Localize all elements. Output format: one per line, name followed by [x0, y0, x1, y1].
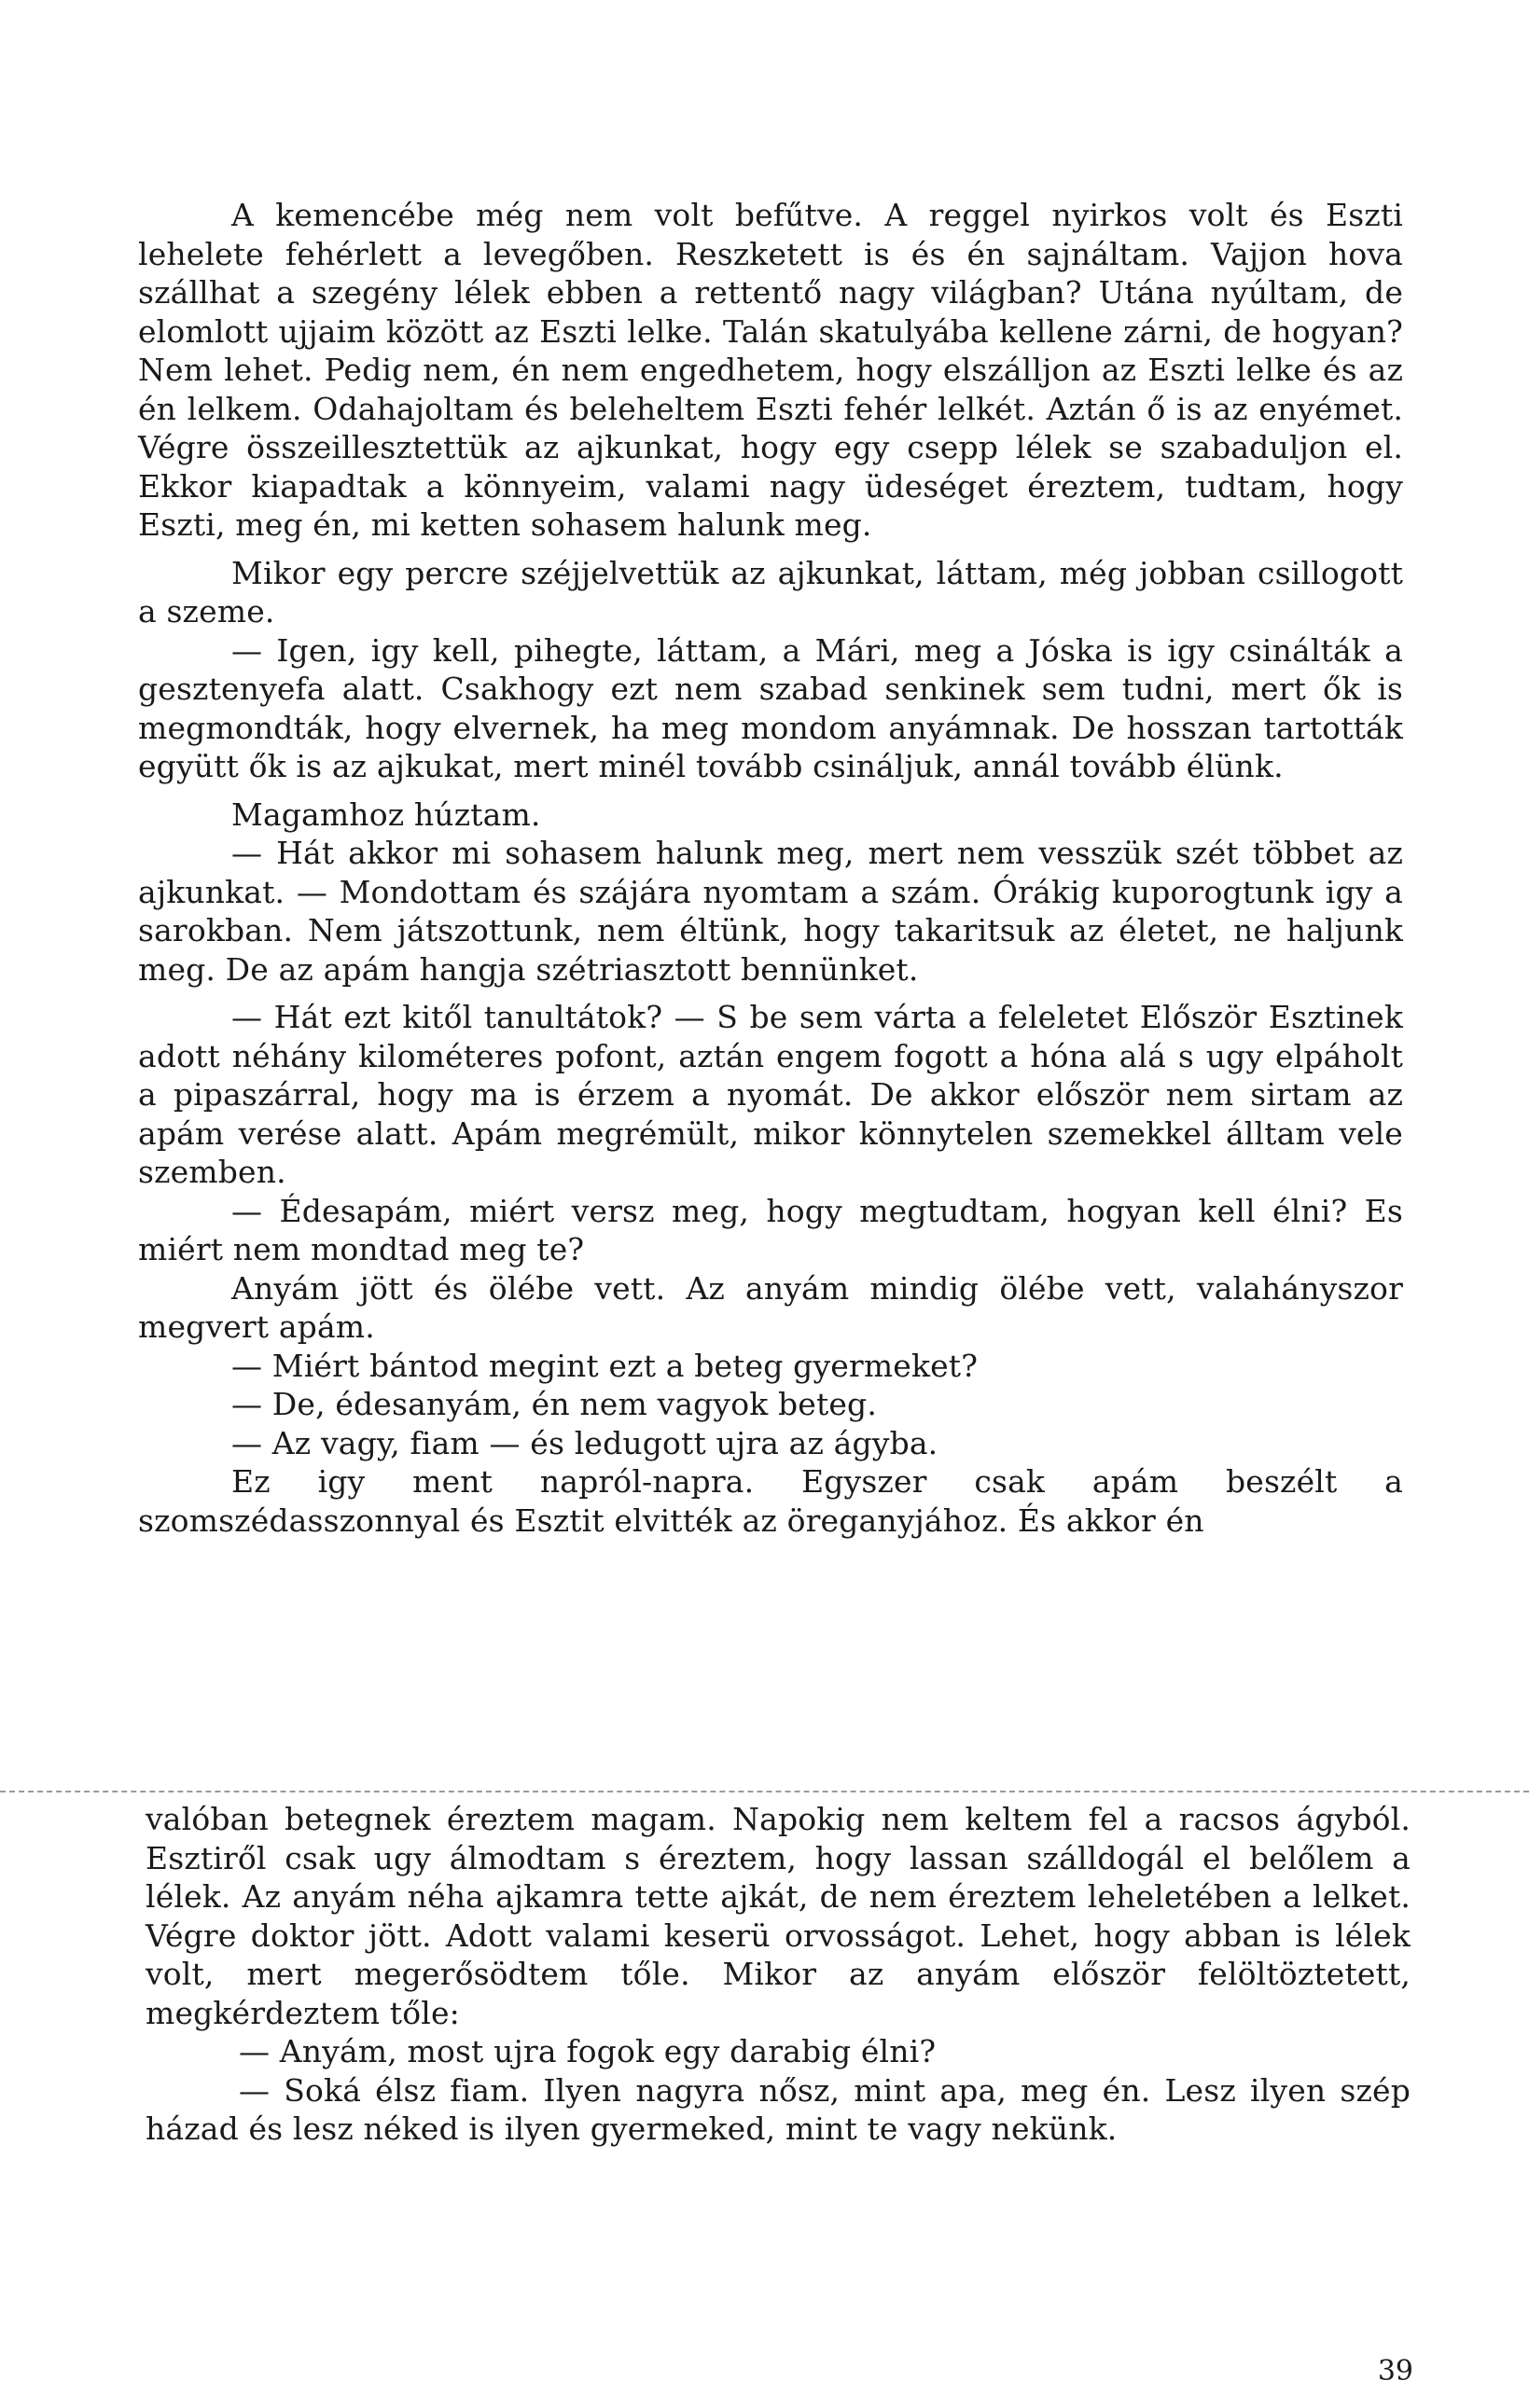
- paragraph: — Édesapám, miért versz meg, hogy megtudtam, hogyan kell élni? Es miért nem mondtad meg te?: [138, 1192, 1403, 1267]
- paragraph: Anyám jött és ölébe vett. Az anyám mindig ölébe vett, valahányszor megvert apám.: [138, 1269, 1403, 1345]
- paragraph: — Miért bántod megint ezt a beteg gyermeket?: [231, 1347, 979, 1384]
- paragraph: valóban betegnek éreztem magam. Napokig nem keltem fel a racsos ágyból. Esztiről csak ugy álmodtam s éreztem, hogy lassan szálldogál el belőlem a lélek. Az anyám néha ajkamra tette ajkát, de nem éreztem leheletében a lelket. Végre doktor jött. Adott valami keserü orvosságot. Lehet, hogy abban is lélek volt, mert megerősödtem tőle. Mikor az anyám először felöltöztetett, megkérdeztem tőle:: [146, 1801, 1411, 2031]
- paragraph: — Anyám, most ujra fogok egy darabig élni?: [239, 2033, 937, 2069]
- paragraph: — Soká élsz fiam. Ilyen nagyra nősz, mint apa, meg én. Lesz ilyen szép házad és lesz néked is ilyen gyermeked, mint te vagy nekünk.: [146, 2071, 1411, 2147]
- page-number: 39: [1377, 2355, 1413, 2387]
- paragraph: A kemencébe még nem volt befűtve. A reggel nyirkos volt és Eszti lehelete fehérlett a levegőben. Reszketett is és én sajnáltam. Vajjon hova szállhat a szegény lélek ebben a rettentő nagy világban? Utána nyúltam, de elomlott ujjaim között az Eszti lelke. Talán skatulyába kellene zárni, de hogyan? Nem lehet. Pedig nem, én nem engedhetem, hogy elszálljon az Eszti lelke és az én lelkem. Odahajoltam és beleheltem Eszti fehér lelkét. Aztán ő is az enyémet. Végre összeillesztettük az ajkunkat, hogy egy csepp lélek se szabaduljon el. Ekkor kiapadtak a könnyeim, valami nagy üdeséget éreztem, tudtam, hogy Eszti, meg én, mi ketten sohasem halunk meg.: [138, 197, 1403, 543]
- paragraph: Mikor egy percre széjjelvettük az ajkunkat, láttam, még jobban csillogott a szeme.: [138, 554, 1403, 630]
- paragraph: Ez igy ment napról-napra. Egyszer csak apám beszélt a szomszédasszonnyal és Esztit elvitték az öreganyjához. És akkor én: [138, 1463, 1403, 1539]
- paragraph: — De, édesanyám, én nem vagyok beteg.: [231, 1386, 877, 1422]
- paragraph: — Hát akkor mi sohasem halunk meg, mert nem vesszük szét többet az ajkunkat. — Mondottam és szájára nyomtam a szám. Órákig kuporogtunk igy a sarokban. Nem játszottunk, nem éltünk, hogy takaritsuk az életet, ne haljunk meg. De az apám hangja szétriasztott bennünket.: [138, 835, 1403, 988]
- lower-text-block: [146, 1800, 1411, 2149]
- paragraph: — Hát ezt kitől tanultátok? — S be sem várta a feleletet Először Esztinek adott néhány kilométeres pofont, aztán engem fogott a hóna alá s ugy elpáholt a pipaszárral, hogy ma is érzem a nyomát. De akkor először nem sirtam az apám verése alatt. Apám megrémült, mikor könnytelen szemekkel álltam vele szemben.: [138, 999, 1403, 1190]
- scan-seam-divider: [0, 1791, 1529, 1796]
- paragraph: Magamhoz húztam.: [231, 796, 541, 833]
- upper-text-block: [138, 196, 1403, 1540]
- paragraph: — Igen, igy kell, pihegte, láttam, a Mári, meg a Jóska is igy csinálták a gesztenyefa alatt. Csakhogy ezt nem szabad senkinek sem tudni, mert ők is megmondták, hogy elvernek, ha meg mondom anyámnak. De hosszan tartották együtt ők is az ajkukat, mert minél tovább csináljuk, annál tovább élünk.: [138, 631, 1403, 784]
- paragraph: — Az vagy, fiam — és ledugott ujra az ágyba.: [231, 1424, 938, 1461]
